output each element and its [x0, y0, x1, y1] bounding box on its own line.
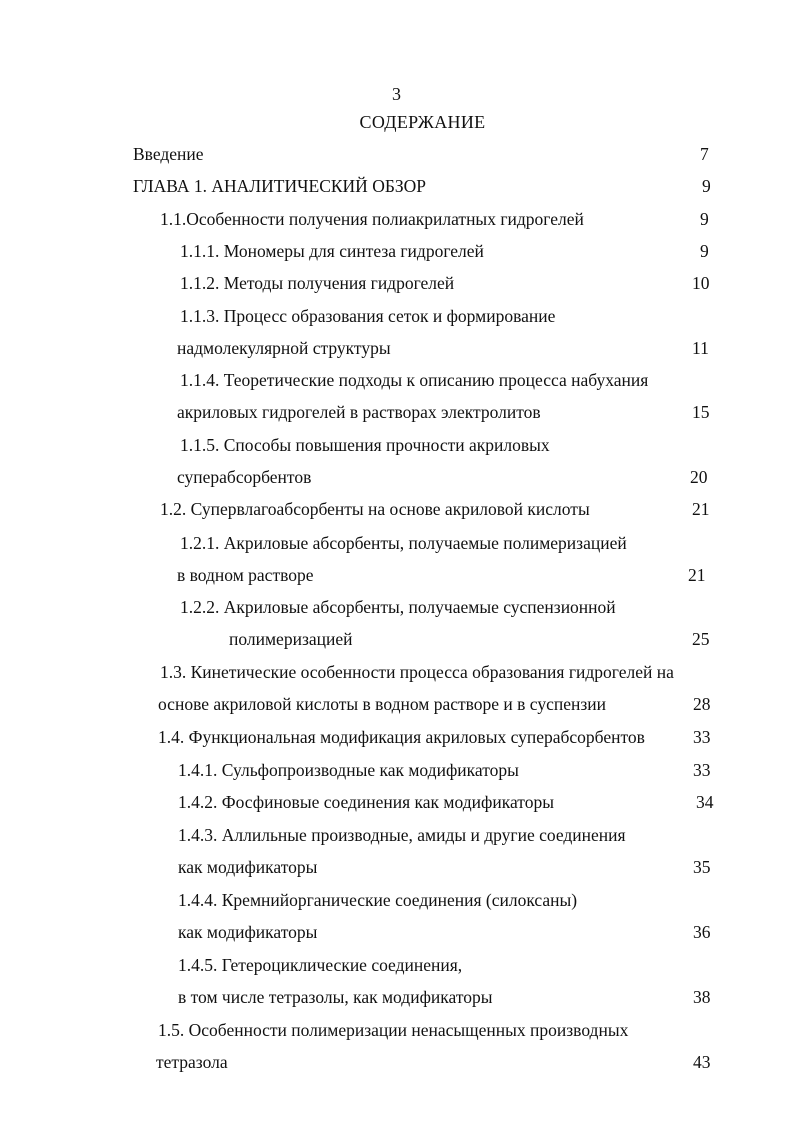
toc-entry-1-1-4-line2: акриловых гидрогелей в растворах электролитов [177, 402, 541, 422]
toc-entry-1-2: 1.2. Супервлагоабсорбенты на основе акриловой кислоты [160, 499, 590, 519]
toc-page-1-4-4: 36 [693, 922, 711, 942]
toc-entry-intro: Введение [133, 144, 204, 164]
toc-page-intro: 7 [700, 144, 709, 164]
toc-entry-1-3-line1: 1.3. Кинетические особенности процесса образования гидрогелей на [160, 662, 674, 682]
toc-page-1-4-3: 35 [693, 857, 711, 877]
toc-page-1-2: 21 [692, 499, 710, 519]
toc-entry-1-5-line1: 1.5. Особенности полимеризации ненасыщенных производных [158, 1020, 629, 1040]
toc-entry-1-3-line2: основе акриловой кислоты в водном растворе и в суспензии [158, 694, 606, 714]
toc-entry-chapter-1: ГЛАВА 1. АНАЛИТИЧЕСКИЙ ОБЗОР [133, 176, 427, 196]
toc-entry-1-4-4-line1: 1.4.4. Кремнийорганические соединения (силоксаны) [178, 890, 578, 910]
page-title: СОДЕРЖАНИЕ [359, 112, 486, 132]
toc-page-1-1: 9 [700, 209, 709, 229]
toc-page-1-1-5: 20 [690, 467, 708, 487]
toc-entry-1-1-3-line2: надмолекулярной структуры [177, 338, 391, 358]
toc-entry-1-2-1-line2: в водном растворе [177, 565, 314, 585]
toc-entry-1-4-3-line2: как модификаторы [178, 857, 318, 877]
toc-page-1-1-1: 9 [700, 241, 709, 261]
toc-entry-1-4-3-line1: 1.4.3. Аллильные производные, амиды и другие соединения [178, 825, 626, 845]
toc-page-1-2-2: 25 [692, 629, 710, 649]
toc-entry-1-1-4-line1: 1.1.4. Теоретические подходы к описанию процесса набухания [180, 370, 649, 390]
toc-entry-1-4-2: 1.4.2. Фосфиновые соединения как модификаторы [178, 792, 554, 812]
toc-page-1-3: 28 [693, 694, 711, 714]
toc-page-1-1-4: 15 [692, 402, 710, 422]
toc-page-1-5: 43 [693, 1052, 711, 1072]
toc-page-chapter-1: 9 [702, 176, 711, 196]
toc-page-1-4-5: 38 [693, 987, 711, 1007]
toc-entry-1-1-5-line2: суперабсорбентов [177, 467, 312, 487]
toc-entry-1-4: 1.4. Функциональная модификация акриловых суперабсорбентов [158, 727, 645, 747]
toc-entry-1-2-2-line2: полимеризацией [229, 629, 353, 649]
toc-entry-1-5-line2: тетразола [156, 1052, 228, 1072]
toc-entry-1-4-1: 1.4.1. Сульфопроизводные как модификаторы [178, 760, 519, 780]
toc-entry-1-1-5-line1: 1.1.5. Способы повышения прочности акриловых [180, 435, 550, 455]
toc-entry-1-4-5-line1: 1.4.5. Гетероциклические соединения, [178, 955, 463, 975]
toc-entry-1-2-2-line1: 1.2.2. Акриловые абсорбенты, получаемые суспензионной [180, 597, 616, 617]
toc-entry-1-1-3-line1: 1.1.3. Процесс образования сеток и формирование [180, 306, 556, 326]
page-number: 3 [392, 84, 401, 104]
toc-page-1-4-2: 34 [696, 792, 714, 812]
toc-entry-1-4-4-line2: как модификаторы [178, 922, 318, 942]
toc-entry-1-4-5-line2: в том числе тетразолы, как модификаторы [178, 987, 493, 1007]
toc-entry-1-1-1: 1.1.1. Мономеры для синтеза гидрогелей [180, 241, 484, 261]
toc-entry-1-1-2: 1.1.2. Методы получения гидрогелей [180, 273, 455, 293]
toc-entry-1-1: 1.1.Особенности получения полиакрилатных гидрогелей [160, 209, 584, 229]
toc-page-1-4-1: 33 [693, 760, 711, 780]
toc-page-1-4: 33 [693, 727, 711, 747]
toc-page-1-2-1: 21 [688, 565, 706, 585]
toc-entry-1-2-1-line1: 1.2.1. Акриловые абсорбенты, получаемые полимеризацией [180, 533, 627, 553]
toc-page-1-1-3: 11 [692, 338, 709, 358]
toc-page-1-1-2: 10 [692, 273, 710, 293]
